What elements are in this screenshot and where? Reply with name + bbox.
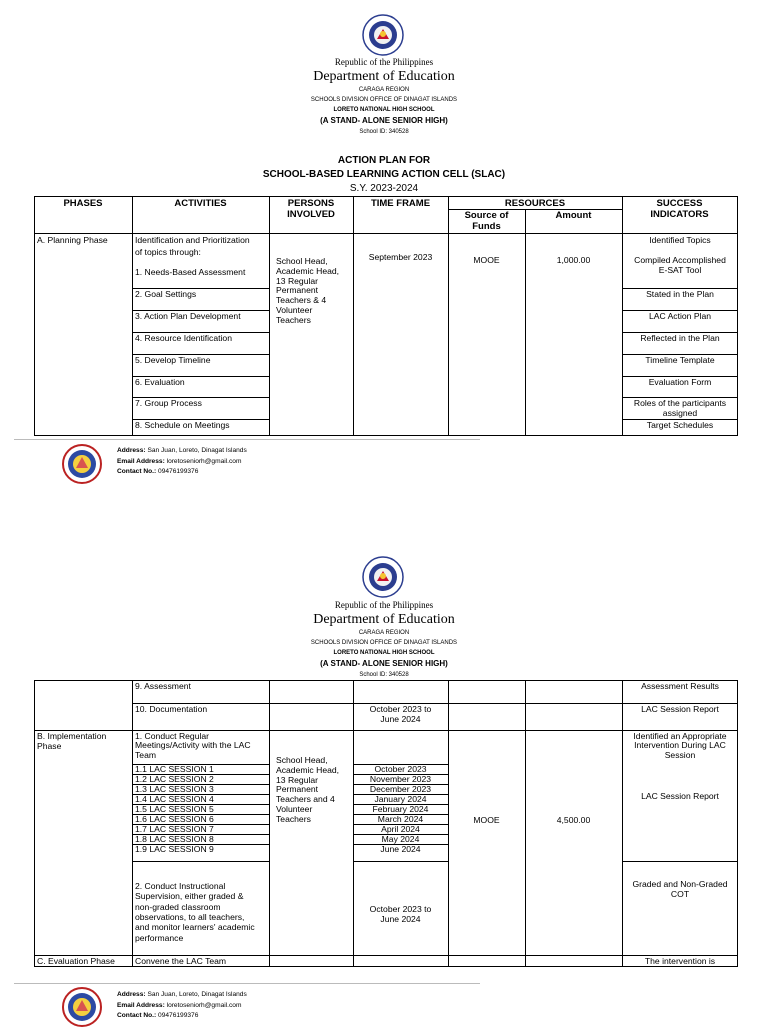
contact-value: 09476199376 [158, 1012, 199, 1020]
stand-alone-line: (A STAND- ALONE SENIOR HIGH) [320, 116, 448, 125]
header-time-frame: TIME FRAME [370, 198, 431, 209]
phase-line: Phase [37, 740, 62, 751]
persons-line: Permanent [276, 285, 319, 296]
indicator: Evaluation Form [648, 377, 712, 387]
persons-line: 13 Regular [276, 774, 319, 785]
header-persons-line-2: INVOLVED [287, 209, 335, 221]
indicator-line: COT [670, 888, 690, 899]
persons-line: School Head, [276, 755, 328, 765]
header-resources: RESOURCES [504, 198, 566, 209]
email-value: loretoseniorh@gmail.com [166, 1001, 242, 1009]
address-value: San Juan, Loreto, Dinagat Islands [147, 447, 247, 454]
contact-label: Contact No.: [117, 1012, 157, 1020]
indicator: assigned [662, 408, 698, 418]
republic-line: Republic of the Philippines [334, 600, 434, 610]
indicator-intervention [622, 732, 738, 760]
school-logo-icon [62, 444, 102, 484]
title-line-1: ACTION PLAN FOR [337, 155, 431, 166]
address-value: San Juan, Loreto, Dinagat Islands [147, 991, 247, 998]
footer-contact-block [117, 446, 247, 478]
assessment-activity: 9. Assessment [135, 681, 191, 691]
lac-session-months [353, 764, 448, 854]
footer-divider [14, 983, 480, 984]
header-persons-line-1: PERSONS [287, 198, 335, 209]
implementation-intro [135, 732, 251, 760]
indicator-line: Graded and Non-Graded [632, 879, 728, 889]
planning-activity: 5. Develop Timeline [135, 355, 211, 365]
planning-activity: 2. Goal Settings [135, 289, 197, 299]
phase-line: B. Implementation [37, 731, 107, 741]
persons-line: School Head, [276, 256, 328, 266]
planning-persons-involved [276, 257, 339, 326]
header-source-of-funds [448, 210, 525, 233]
persons-line: Academic Head, [276, 764, 340, 775]
republic-line: Republic of the Philippines [334, 57, 434, 67]
lac-session: 1.6 LAC SESSION 6 [135, 814, 214, 824]
indicator-line: Session [664, 749, 696, 760]
implementation-amount: 4,500.00 [556, 815, 591, 825]
planning-source-of-funds: MOOE [473, 255, 500, 265]
persons-line: Teachers [276, 813, 311, 824]
documentation-activity: 10. Documentation [135, 704, 208, 714]
header-activities: ACTIVITIES [174, 198, 227, 209]
lac-session: 1.1 LAC SESSION 1 [135, 764, 214, 774]
header-phases: PHASES [63, 198, 103, 209]
supervision-line: observations, to all teachers, [135, 911, 245, 922]
footer-contact-block [117, 990, 247, 1022]
contact-label: Contact No.: [117, 468, 157, 476]
session-month: December 2023 [369, 784, 432, 794]
school-year: S.Y. 2023-2024 [349, 183, 419, 194]
time-line: June 2024 [380, 713, 421, 724]
planning-activity: 3. Action Plan Development [135, 311, 241, 321]
indicator: LAC Action Plan [648, 311, 712, 321]
email-label: Email Address: [117, 1001, 165, 1009]
persons-line: Volunteer [276, 803, 313, 814]
persons-line: Teachers & 4 [276, 295, 327, 306]
lac-session: 1.7 LAC SESSION 7 [135, 824, 214, 834]
stand-alone-line: (A STAND- ALONE SENIOR HIGH) [320, 659, 448, 668]
division-line: SCHOOLS DIVISION OFFICE OF DINAGAT ISLANDS [310, 97, 458, 103]
supervision-line: 2. Conduct Instructional [135, 881, 226, 891]
indicator: E-SAT Tool [658, 265, 702, 275]
header-success-indicators [622, 198, 737, 221]
time-line: October 2023 to [369, 704, 432, 714]
planning-activity: 1. Needs-Based Assessment [135, 267, 246, 277]
contact-value: 09476199376 [158, 468, 199, 476]
session-month: February 2024 [372, 804, 429, 814]
email-value: loretoseniorh@gmail.com [166, 457, 242, 465]
school-id: School ID: 340528 [359, 672, 409, 678]
school-id: School ID: 340528 [359, 129, 409, 135]
school-logo-icon [62, 987, 102, 1027]
persons-line: Volunteer [276, 304, 313, 315]
document-page-2 [0, 543, 768, 1024]
department-name: Department of Education [313, 612, 455, 627]
planning-phase-label: A. Planning Phase [37, 235, 108, 245]
footer-divider [14, 439, 480, 440]
implementation-phase-label [37, 732, 106, 752]
planning-intro-line-1: Identification and Prioritization [135, 235, 250, 245]
indicator-line: Intervention During LAC [634, 740, 726, 751]
address-label: Address: [117, 991, 146, 998]
persons-line: Teachers [276, 314, 311, 325]
lac-session: 1.4 LAC SESSION 4 [135, 794, 214, 804]
region-line: CARAGA REGION [358, 630, 410, 636]
lac-session: 1.5 LAC SESSION 5 [135, 804, 214, 814]
indicator: Identified Topics [649, 235, 711, 245]
indicator: Target Schedules [646, 420, 714, 430]
indicator: Assessment Results [641, 681, 719, 691]
supervision-line: and monitor learners' academic [135, 922, 255, 933]
lac-session-list [135, 764, 214, 854]
indicator: Timeline Template [645, 355, 715, 365]
region-line: CARAGA REGION [358, 87, 410, 93]
evaluation-phase-label: C. Evaluation Phase [37, 956, 115, 966]
supervision-line: non-graded classroom [135, 901, 221, 912]
header-success-line-2: INDICATORS [650, 209, 709, 221]
header-persons-involved [269, 198, 353, 221]
session-month: May 2024 [381, 834, 420, 844]
school-name: LORETO NATIONAL HIGH SCHOOL [333, 107, 435, 113]
address-label: Address: [117, 447, 146, 454]
indicator: The intervention is [644, 956, 716, 966]
header-source-line-1: Source of [464, 210, 509, 221]
indicator: Reflected in the Plan [640, 333, 720, 343]
session-month: January 2024 [374, 794, 427, 804]
lac-session: 1.3 LAC SESSION 3 [135, 784, 214, 794]
indicator: LAC Session Report [641, 704, 719, 714]
lac-session: 1.9 LAC SESSION 9 [135, 844, 214, 854]
persons-line: 13 Regular [276, 275, 319, 286]
indicator-cot [622, 880, 738, 900]
planning-activity: 4. Resource Identification [135, 333, 232, 343]
lac-session: 1.2 LAC SESSION 2 [135, 774, 214, 784]
supervision-line: Supervision, either graded & [135, 891, 244, 902]
session-month: April 2024 [381, 824, 420, 834]
session-month: October 2023 [374, 764, 427, 774]
planning-activity: 6. Evaluation [135, 377, 185, 387]
indicator: Roles of the participants [633, 398, 727, 408]
header-success-line-1: SUCCESS [656, 198, 703, 209]
persons-line: Teachers and 4 [276, 794, 335, 805]
indicator: Compiled Accomplished [634, 255, 726, 265]
deped-seal-icon [362, 14, 404, 56]
intro-line: Meetings/Activity with the LAC [135, 740, 251, 751]
deped-seal-icon [362, 556, 404, 598]
implementation-persons-involved [276, 756, 339, 825]
time-line: June 2024 [380, 913, 421, 924]
header-amount: Amount [555, 210, 592, 221]
supervision-line: performance [135, 932, 184, 943]
planning-amount: 1,000.00 [556, 255, 591, 265]
department-name: Department of Education [313, 69, 455, 84]
session-month: March 2024 [377, 814, 424, 824]
indicator-line: Identified an Appropriate [633, 731, 727, 741]
indicator: LAC Session Report [641, 791, 719, 801]
email-label: Email Address: [117, 457, 165, 465]
session-month: November 2023 [369, 774, 432, 784]
division-line: SCHOOLS DIVISION OFFICE OF DINAGAT ISLANDS [310, 640, 458, 646]
supervision-time-frame [353, 905, 448, 925]
persons-line: Academic Head, [276, 265, 340, 276]
implementation-source-of-funds: MOOE [473, 815, 500, 825]
indicator: Stated in the Plan [646, 289, 714, 299]
persons-line: Permanent [276, 784, 319, 795]
lac-session: 1.8 LAC SESSION 8 [135, 834, 214, 844]
documentation-time-frame [353, 705, 448, 725]
instructional-supervision-activity [135, 881, 255, 943]
title-line-2: SCHOOL-BASED LEARNING ACTION CELL (SLAC) [262, 169, 506, 180]
session-month: June 2024 [380, 844, 421, 854]
header-source-line-2: Funds [472, 221, 501, 233]
school-name: LORETO NATIONAL HIGH SCHOOL [333, 650, 435, 656]
planning-activity: 8. Schedule on Meetings [135, 420, 230, 430]
planning-time-frame: September 2023 [368, 252, 433, 262]
evaluation-activity: Convene the LAC Team [135, 956, 227, 966]
document-page-1 [0, 0, 768, 476]
planning-activity: 7. Group Process [135, 398, 202, 408]
time-line: October 2023 to [369, 904, 432, 914]
intro-line: Team [135, 749, 157, 760]
intro-line: 1. Conduct Regular [135, 731, 210, 741]
planning-intro-line-2: of topics through: [135, 247, 201, 257]
